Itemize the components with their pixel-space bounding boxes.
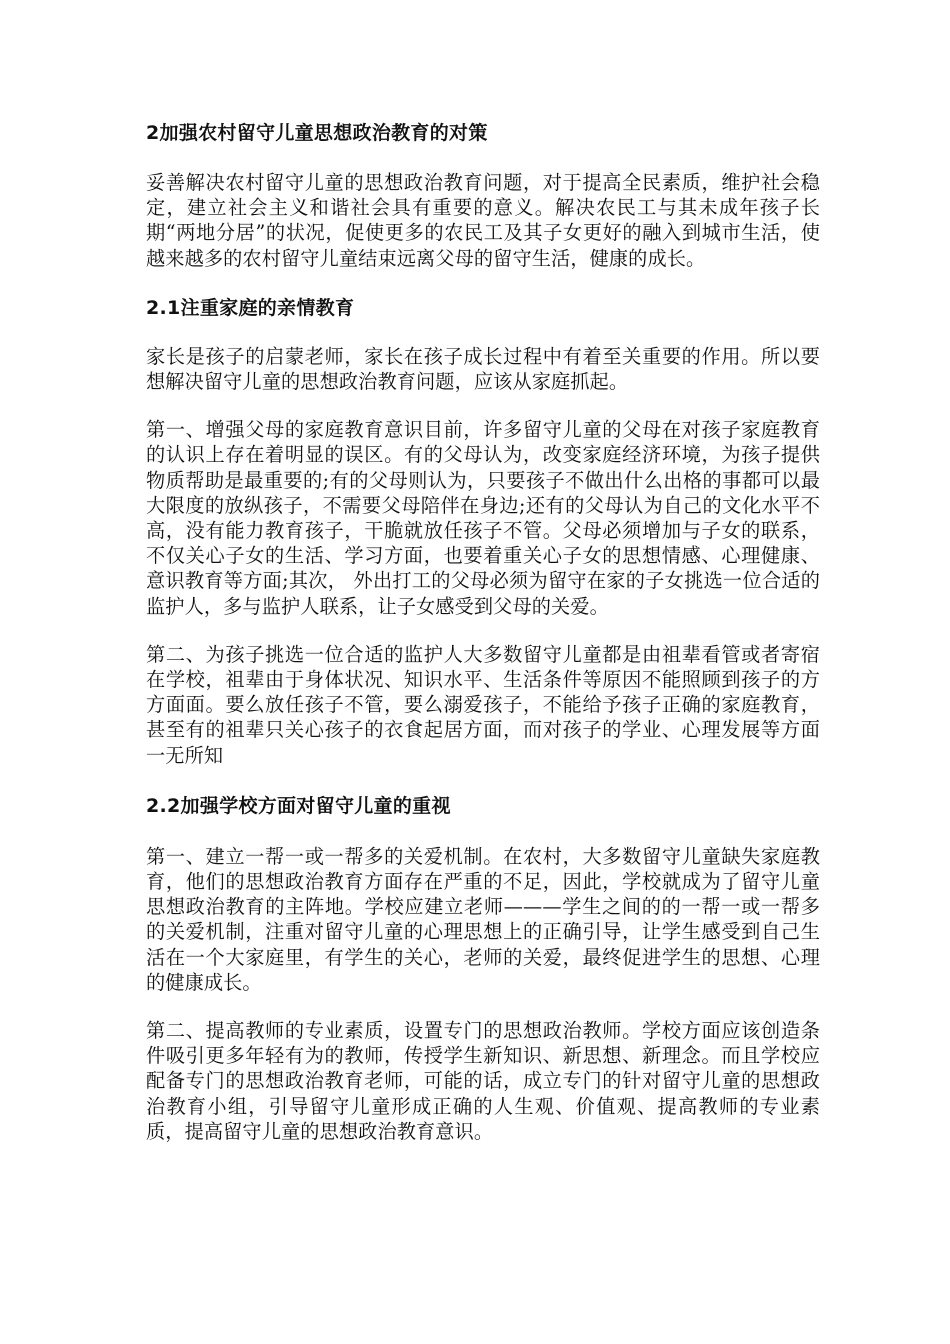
intro-paragraph: 妥善解决农村留守儿童的思想政治教育问题，对于提高全民素质，维护社会稳定，建立社会主义和谐社会具有重要的意义。解决农民工与其未成年孩子长期“两地分居”的状况，促使更多的农民工及其子女更好的融入到城市生活，使越来越多的农村留守儿童结束远离父母的留守生活，健康的成长。 xyxy=(146,171,820,270)
section-2-1-paragraph-2: 第一、增强父母的家庭教育意识目前，许多留守儿童的父母在对孩子家庭教育的认识上存在着明显的误区。有的父母认为，改变家庭经济环境，为孩子提供物质帮助是最重要的;有的父母则认为，只要孩子不做出什么出格的事都可以最大限度的放纵孩子，不需要父母陪伴在身边;还有的父母认为自己的文化水平不高，没有能力教育孩子，干脆就放任孩子不管。父母必须增加与子女的联系，不仅关心子女的生活、学习方面，也要着重关心子女的思想情感、心理健康、意识教育等方面;其次， 外出打工的父母必须为留守在家的子女挑选一位合适的监护人，多与监护人联系，让子女感受到父母的关爱。 xyxy=(146,418,820,618)
section-2-2-paragraph-2: 第二、提高教师的专业素质，设置专门的思想政治教师。学校方面应该创造条件吸引更多年轻有为的教师，传授学生新知识、新思想、新理念。而且学校应配备专门的思想政治教育老师，可能的话，成立专门的针对留守儿童的思想政治教育小组，引导留守儿童形成正确的人生观、价值观、提高教师的专业素质，提高留守儿童的思想政治教育意识。 xyxy=(146,1019,820,1143)
section-2-heading: 2加强农村留守儿童思想政治教育的对策 xyxy=(146,122,488,144)
section-2-1-heading: 2.1注重家庭的亲情教育 xyxy=(146,296,355,319)
section-2-1-paragraph-1: 家长是孩子的启蒙老师，家长在孩子成长过程中有着至关重要的作用。所以要想解决留守儿童的思想政治教育问题，应该从家庭抓起。 xyxy=(146,344,820,394)
section-2-1-paragraph-3: 第二、为孩子挑选一位合适的监护人大多数留守儿童都是由祖辈看管或者寄宿在学校，祖辈由于身体状况、知识水平、生活条件等原因不能照顾到孩子的方方面面。要么放任孩子不管，要么溺爱孩子，不能给予孩子正确的家庭教育，甚至有的祖辈只关心孩子的衣食起居方面，而对孩子的学业、心理发展等方面一无所知 xyxy=(146,642,820,767)
section-2-2-heading: 2.2加强学校方面对留守儿童的重视 xyxy=(146,794,451,817)
section-2-2-paragraph-1: 第一、建立一帮一或一帮多的关爱机制。在农村，大多数留守儿童缺失家庭教育，他们的思想政治教育方面存在严重的不足，因此，学校就成为了留守儿童思想政治教育的主阵地。学校应建立老师———学生之间的的一帮一或一帮多的关爱机制，注重对留守儿童的心理思想上的正确引导，让学生感受到自己生活在一个大家庭里，有学生的关心，老师的关爱，最终促进学生的思想、心理的健康成长。 xyxy=(146,844,820,994)
